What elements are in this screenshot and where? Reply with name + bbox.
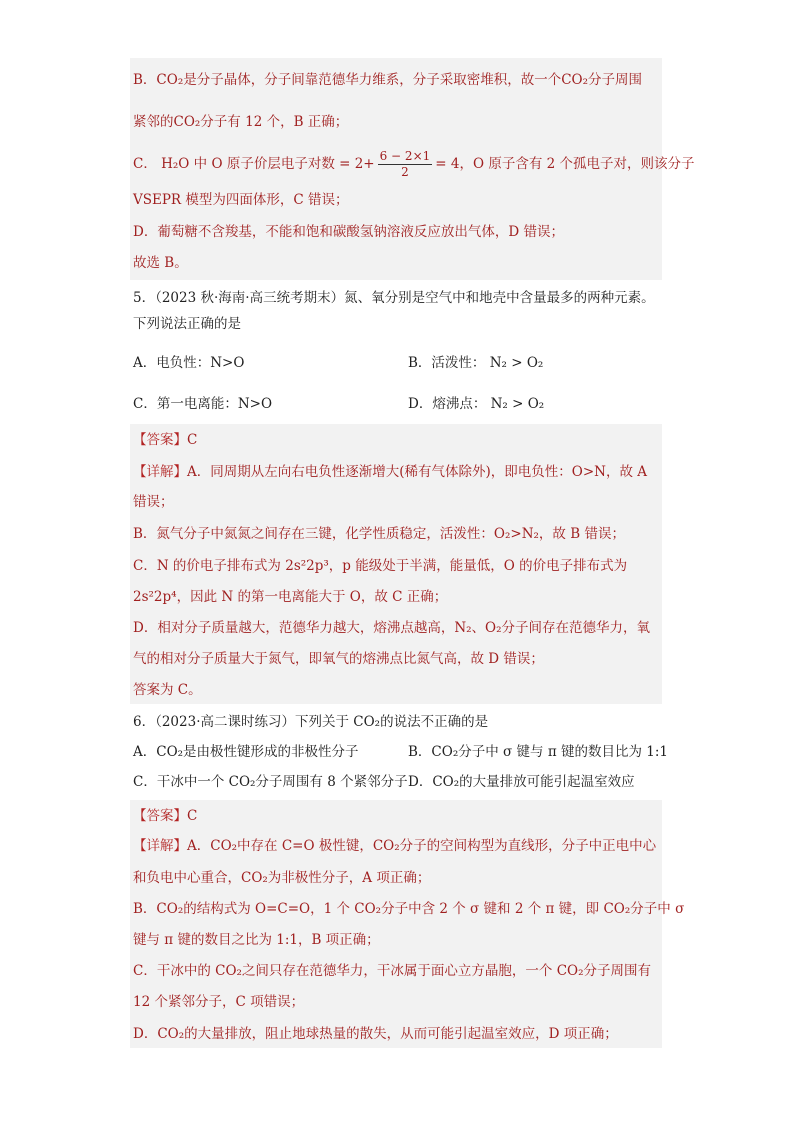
top-c-line1 bbox=[133, 146, 695, 182]
q5-option-d: D．熔沸点： N₂ > O₂ bbox=[408, 396, 545, 412]
q5-detail-d2: 气的相对分子质量大于氮气，即氧气的熔沸点比氮气高，故 D 错误； bbox=[133, 651, 544, 667]
fraction-denominator: 2 bbox=[401, 165, 409, 179]
q6-detail-a2: 和负电中心重合，CO₂为非极性分子，A 项正确； bbox=[133, 870, 431, 886]
c-fraction bbox=[378, 149, 433, 180]
q6-stem: 6．（2023·高二课时练习）下列关于 CO₂的说法不正确的是 bbox=[133, 714, 489, 730]
q5-stem-line1: 5．（2023 秋·海南·高三统考期末）氮、氧分别是空气中和地壳中含量最多的两种元素。 bbox=[133, 290, 655, 306]
q5-detail-d1: D．相对分子质量越大，范德华力越大，熔沸点越高，N₂、O₂分子间存在范德华力，氧 bbox=[133, 620, 651, 636]
q5-final: 答案为 C。 bbox=[133, 682, 202, 698]
q6-option-c: C．干冰中一个 CO₂分子周围有 8 个紧邻分子 bbox=[133, 774, 408, 790]
answer-value: C bbox=[187, 432, 198, 448]
answer-tag: 【答案】 bbox=[133, 432, 187, 448]
answer-tag: 【答案】 bbox=[133, 808, 187, 824]
top-b-line2: 紧邻的CO₂分子有 12 个，B 正确； bbox=[133, 114, 349, 130]
q6-option-b: B．CO₂分子中 σ 键与 π 键的数目比为 1:1 bbox=[408, 744, 668, 760]
detail-text: A．同周期从左向右电负性逐渐增大(稀有气体除外)，即电负性：O>N，故 A bbox=[187, 464, 648, 480]
q6-option-a: A．CO₂是由极性键形成的非极性分子 bbox=[133, 744, 359, 760]
fraction-numerator: 6 − 2×1 bbox=[379, 149, 431, 163]
q5-option-a: A．电负性：N>O bbox=[133, 355, 245, 371]
q6-detail-a1 bbox=[133, 836, 656, 856]
q5-answer bbox=[133, 430, 197, 450]
q5-stem-line2: 下列说法正确的是 bbox=[133, 316, 241, 332]
detail-tag: 【详解】 bbox=[133, 464, 187, 480]
q6-option-d: D．CO₂的大量排放可能引起温室效应 bbox=[408, 774, 635, 790]
q5-option-c: C．第一电离能：N>O bbox=[133, 396, 273, 412]
q5-detail-c2: 2s²2p⁴，因此 N 的第一电离能大于 O，故 C 正确； bbox=[133, 589, 448, 605]
q6-detail-c1: C．干冰中的 CO₂之间只存在范德华力，干冰属于面心立方晶胞，一个 CO₂分子周围有 bbox=[133, 963, 652, 979]
q5-detail-c1: C．N 的价电子排布式为 2s²2p³，p 能级处于半满，能量低，O 的价电子排布式为 bbox=[133, 558, 628, 574]
top-d-line: D．葡萄糖不含羧基，不能和饱和碳酸氢钠溶液反应放出气体，D 错误； bbox=[133, 224, 564, 240]
q6-answer bbox=[133, 806, 197, 826]
q5-detail-a2: 错误； bbox=[133, 494, 174, 510]
c-formula-suffix: = 4，O 原子含有 2 个孤电子对，则该分子 bbox=[435, 156, 695, 172]
q6-detail-c2: 12 个紧邻分子，C 项错误； bbox=[133, 994, 305, 1010]
detail-tag: 【详解】 bbox=[133, 838, 187, 854]
top-c-line2: VSEPR 模型为四面体形，C 错误； bbox=[133, 192, 349, 208]
q6-detail-b1: B．CO₂的结构式为 O=C=O，1 个 CO₂分子中含 2 个 σ 键和 2 个 π 键，即 CO₂分子中 σ bbox=[133, 901, 685, 917]
q6-detail-d: D．CO₂的大量排放，阻止地球热量的散失，从而可能引起温室效应，D 项正确； bbox=[133, 1026, 618, 1042]
q5-detail-a1 bbox=[133, 462, 647, 482]
top-b-line1: B．CO₂是分子晶体，分子间靠范德华力维系，分子采取密堆积，故一个CO₂分子周围 bbox=[133, 72, 643, 88]
answer-value: C bbox=[187, 808, 198, 824]
c-formula-prefix: C． H₂O 中 O 原子价层电子对数 = 2+ bbox=[133, 156, 375, 172]
q5-detail-b: B．氮气分子中氮氮之间存在三键，化学性质稳定，活泼性：O₂>N₂，故 B 错误； bbox=[133, 526, 625, 542]
top-final: 故选 B。 bbox=[133, 255, 188, 271]
detail-text: A．CO₂中存在 C=O 极性键，CO₂分子的空间构型为直线形，分子中正电中心 bbox=[187, 838, 657, 854]
q6-detail-b2: 键与 π 键的数目之比为 1:1，B 项正确； bbox=[133, 932, 380, 948]
q5-option-b: B．活泼性： N₂ > O₂ bbox=[408, 355, 544, 371]
